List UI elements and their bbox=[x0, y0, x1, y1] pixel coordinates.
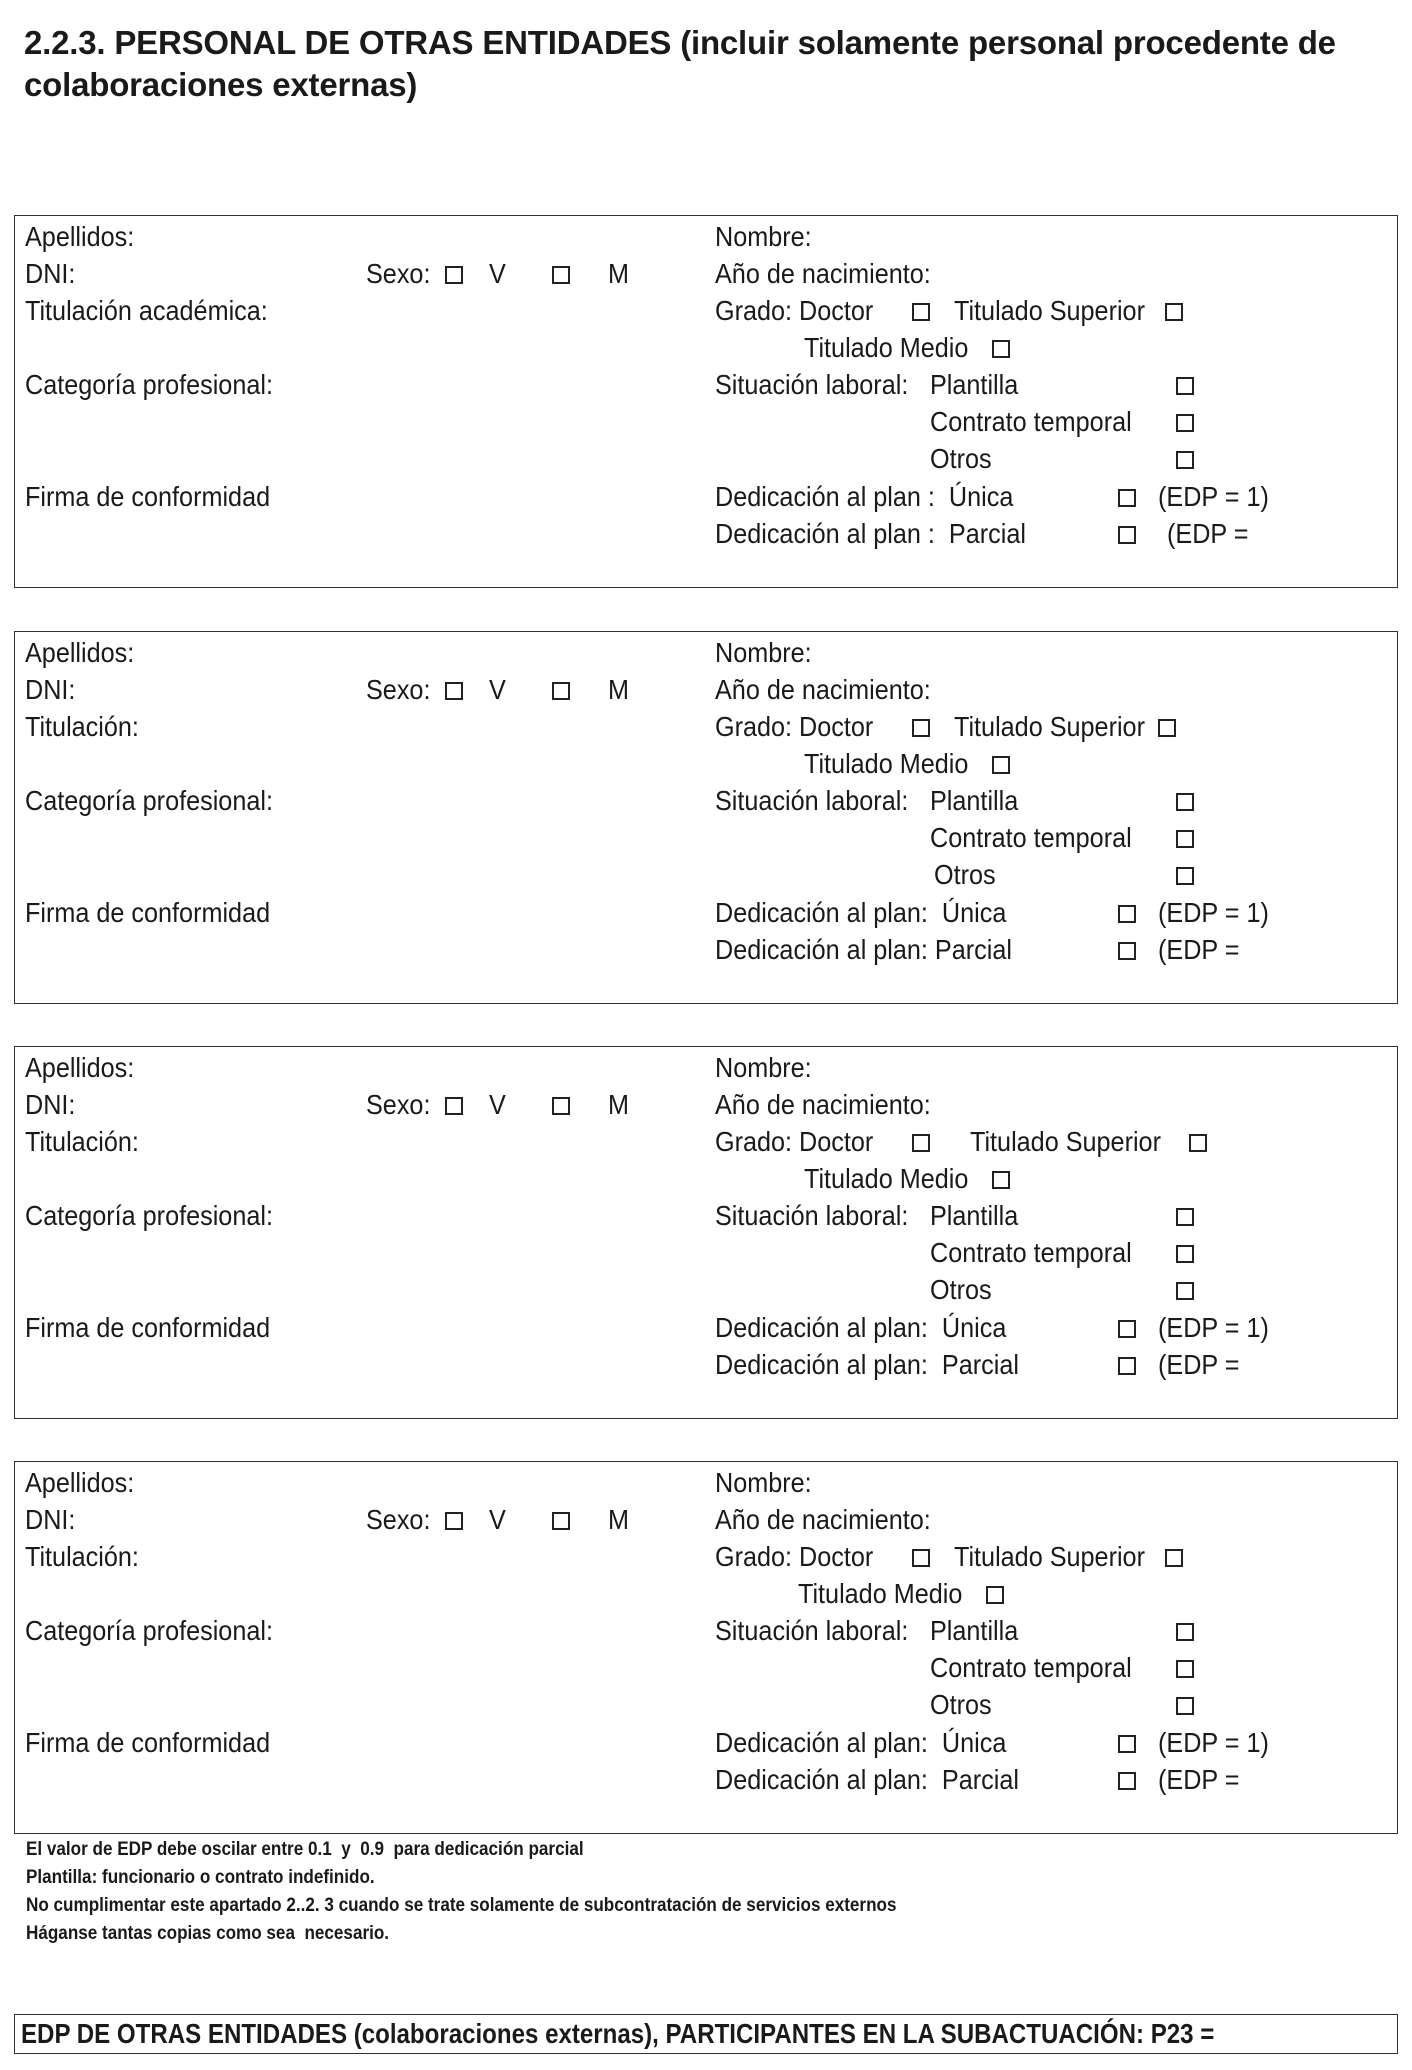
apellidos-label: Apellidos: bbox=[25, 1467, 135, 1498]
anio-nacimiento-label: Año de nacimiento: bbox=[715, 1089, 931, 1120]
edp-1-label: (EDP = 1) bbox=[1158, 1727, 1269, 1758]
sexo-v-label: V bbox=[489, 674, 506, 705]
anio-nacimiento-label: Año de nacimiento: bbox=[715, 674, 931, 705]
note-plantilla: Plantilla: funcionario o contrato indefinido. bbox=[26, 1867, 375, 1888]
sexo-m-checkbox[interactable] bbox=[552, 682, 570, 700]
otros-label: Otros bbox=[930, 443, 992, 474]
dedicacion-unica-label: Dedicación al plan: Única bbox=[715, 1727, 1007, 1758]
contrato-temporal-checkbox[interactable] bbox=[1176, 414, 1194, 432]
contrato-temporal-checkbox[interactable] bbox=[1176, 1660, 1194, 1678]
sexo-v-label: V bbox=[489, 258, 506, 289]
nombre-label: Nombre: bbox=[715, 1467, 812, 1498]
sexo-m-checkbox[interactable] bbox=[552, 1512, 570, 1530]
titulado-superior-checkbox[interactable] bbox=[1165, 1549, 1183, 1567]
contrato-temporal-label: Contrato temporal bbox=[930, 822, 1132, 853]
titulado-superior-checkbox[interactable] bbox=[1158, 719, 1176, 737]
edp-summary-box bbox=[14, 2014, 1398, 2054]
situacion-laboral-label: Situación laboral: bbox=[715, 785, 909, 816]
sexo-m-label: M bbox=[608, 1504, 629, 1535]
titulacion-label: Titulación: bbox=[25, 1126, 139, 1157]
dedicacion-parcial-checkbox[interactable] bbox=[1118, 526, 1136, 544]
titulado-superior-label: Titulado Superior bbox=[970, 1126, 1161, 1157]
dedicacion-parcial-label: Dedicación al plan : Parcial bbox=[715, 518, 1026, 549]
otros-checkbox[interactable] bbox=[1176, 1697, 1194, 1715]
titulacion-label: Titulación: bbox=[25, 1541, 139, 1572]
situacion-laboral-label: Situación laboral: bbox=[715, 1615, 909, 1646]
sexo-v-checkbox[interactable] bbox=[445, 1097, 463, 1115]
otros-label: Otros bbox=[930, 1274, 992, 1305]
categoria-label: Categoría profesional: bbox=[25, 785, 273, 816]
grado-doctor-label: Grado: Doctor bbox=[715, 1126, 874, 1157]
sexo-label: Sexo: bbox=[366, 258, 431, 289]
apellidos-label: Apellidos: bbox=[25, 221, 135, 252]
edp-1-label: (EDP = 1) bbox=[1158, 1312, 1269, 1343]
personnel-card-2 bbox=[14, 631, 1398, 1004]
dedicacion-parcial-checkbox[interactable] bbox=[1118, 1357, 1136, 1375]
otros-checkbox[interactable] bbox=[1176, 1282, 1194, 1300]
apellidos-label: Apellidos: bbox=[25, 1052, 135, 1083]
personnel-card-1 bbox=[14, 215, 1398, 588]
sexo-v-label: V bbox=[489, 1089, 506, 1120]
firma-label: Firma de conformidad bbox=[25, 1312, 271, 1343]
sexo-m-label: M bbox=[608, 1089, 629, 1120]
plantilla-checkbox[interactable] bbox=[1176, 1208, 1194, 1226]
nombre-label: Nombre: bbox=[715, 1052, 812, 1083]
firma-label: Firma de conformidad bbox=[25, 481, 271, 512]
titulado-medio-label: Titulado Medio bbox=[798, 1578, 963, 1609]
dedicacion-parcial-checkbox[interactable] bbox=[1118, 942, 1136, 960]
personnel-card-4 bbox=[14, 1461, 1398, 1834]
otros-label: Otros bbox=[930, 1689, 992, 1720]
titulado-medio-checkbox[interactable] bbox=[992, 1171, 1010, 1189]
contrato-temporal-checkbox[interactable] bbox=[1176, 830, 1194, 848]
titulado-medio-checkbox[interactable] bbox=[992, 756, 1010, 774]
sexo-v-checkbox[interactable] bbox=[445, 1512, 463, 1530]
firma-label: Firma de conformidad bbox=[25, 897, 271, 928]
dedicacion-unica-label: Dedicación al plan : Única bbox=[715, 481, 1014, 512]
plantilla-checkbox[interactable] bbox=[1176, 793, 1194, 811]
categoria-label: Categoría profesional: bbox=[25, 369, 273, 400]
grado-doctor-label: Grado: Doctor bbox=[715, 1541, 874, 1572]
sexo-v-checkbox[interactable] bbox=[445, 266, 463, 284]
edp-parcial-label: (EDP = bbox=[1158, 934, 1240, 965]
grado-doctor-checkbox[interactable] bbox=[912, 303, 930, 321]
contrato-temporal-label: Contrato temporal bbox=[930, 1652, 1132, 1683]
titulado-superior-label: Titulado Superior bbox=[954, 711, 1145, 742]
dedicacion-unica-checkbox[interactable] bbox=[1118, 489, 1136, 507]
note-edp-range: El valor de EDP debe oscilar entre 0.1 y 0.9 para dedicación parcial bbox=[26, 1839, 584, 1860]
note-copias: Háganse tantas copias como sea necesario. bbox=[26, 1923, 390, 1944]
grado-doctor-checkbox[interactable] bbox=[912, 1549, 930, 1567]
categoria-label: Categoría profesional: bbox=[25, 1615, 273, 1646]
edp-parcial-label: (EDP = bbox=[1167, 518, 1249, 549]
contrato-temporal-label: Contrato temporal bbox=[930, 406, 1132, 437]
titulado-medio-checkbox[interactable] bbox=[992, 340, 1010, 358]
plantilla-label: Plantilla bbox=[930, 369, 1019, 400]
sexo-label: Sexo: bbox=[366, 1089, 431, 1120]
edp-summary-label: EDP DE OTRAS ENTIDADES (colaboraciones externas), PARTICIPANTES EN LA SUBACTUACIÓN: P23 = bbox=[21, 2018, 1215, 2049]
situacion-laboral-label: Situación laboral: bbox=[715, 1200, 909, 1231]
titulado-superior-checkbox[interactable] bbox=[1165, 303, 1183, 321]
dedicacion-parcial-label: Dedicación al plan: Parcial bbox=[715, 1349, 1019, 1380]
titulado-medio-label: Titulado Medio bbox=[804, 332, 969, 363]
grado-doctor-label: Grado: Doctor bbox=[715, 295, 874, 326]
nombre-label: Nombre: bbox=[715, 637, 812, 668]
otros-checkbox[interactable] bbox=[1176, 451, 1194, 469]
situacion-laboral-label: Situación laboral: bbox=[715, 369, 909, 400]
categoria-label: Categoría profesional: bbox=[25, 1200, 273, 1231]
dedicacion-unica-checkbox[interactable] bbox=[1118, 905, 1136, 923]
contrato-temporal-checkbox[interactable] bbox=[1176, 1245, 1194, 1263]
dedicacion-unica-checkbox[interactable] bbox=[1118, 1735, 1136, 1753]
grado-doctor-checkbox[interactable] bbox=[912, 719, 930, 737]
plantilla-label: Plantilla bbox=[930, 1615, 1019, 1646]
sexo-v-checkbox[interactable] bbox=[445, 682, 463, 700]
sexo-m-label: M bbox=[608, 258, 629, 289]
nombre-label: Nombre: bbox=[715, 221, 812, 252]
sexo-label: Sexo: bbox=[366, 1504, 431, 1535]
plantilla-label: Plantilla bbox=[930, 785, 1019, 816]
firma-label: Firma de conformidad bbox=[25, 1727, 271, 1758]
edp-1-label: (EDP = 1) bbox=[1158, 481, 1269, 512]
dni-label: DNI: bbox=[25, 1089, 76, 1120]
edp-parcial-label: (EDP = bbox=[1158, 1349, 1240, 1380]
dedicacion-unica-label: Dedicación al plan: Única bbox=[715, 1312, 1007, 1343]
dedicacion-parcial-label: Dedicación al plan: Parcial bbox=[715, 934, 1012, 965]
titulado-superior-label: Titulado Superior bbox=[954, 295, 1145, 326]
dni-label: DNI: bbox=[25, 1504, 76, 1535]
contrato-temporal-label: Contrato temporal bbox=[930, 1237, 1132, 1268]
dedicacion-unica-checkbox[interactable] bbox=[1118, 1320, 1136, 1338]
grado-doctor-label: Grado: Doctor bbox=[715, 711, 874, 742]
personnel-card-3 bbox=[14, 1046, 1398, 1419]
apellidos-label: Apellidos: bbox=[25, 637, 135, 668]
plantilla-checkbox[interactable] bbox=[1176, 377, 1194, 395]
dedicacion-parcial-checkbox[interactable] bbox=[1118, 1772, 1136, 1790]
titulacion-label: Titulación: bbox=[25, 711, 139, 742]
titulado-superior-checkbox[interactable] bbox=[1189, 1134, 1207, 1152]
anio-nacimiento-label: Año de nacimiento: bbox=[715, 1504, 931, 1535]
titulado-medio-checkbox[interactable] bbox=[986, 1586, 1004, 1604]
dedicacion-unica-label: Dedicación al plan: Única bbox=[715, 897, 1007, 928]
titulacion-label: Titulación académica: bbox=[25, 295, 268, 326]
titulado-medio-label: Titulado Medio bbox=[804, 1163, 969, 1194]
footnotes bbox=[26, 1836, 993, 1948]
note-subcontratacion: No cumplimentar este apartado 2..2. 3 cuando se trate solamente de subcontratación de servicios externos bbox=[26, 1895, 897, 1916]
titulado-medio-label: Titulado Medio bbox=[804, 748, 969, 779]
sexo-m-checkbox[interactable] bbox=[552, 1097, 570, 1115]
otros-label: Otros bbox=[934, 859, 996, 890]
dedicacion-parcial-label: Dedicación al plan: Parcial bbox=[715, 1764, 1019, 1795]
edp-1-label: (EDP = 1) bbox=[1158, 897, 1269, 928]
anio-nacimiento-label: Año de nacimiento: bbox=[715, 258, 931, 289]
dni-label: DNI: bbox=[25, 674, 76, 705]
otros-checkbox[interactable] bbox=[1176, 867, 1194, 885]
dni-label: DNI: bbox=[25, 258, 76, 289]
plantilla-label: Plantilla bbox=[930, 1200, 1019, 1231]
sexo-label: Sexo: bbox=[366, 674, 431, 705]
plantilla-checkbox[interactable] bbox=[1176, 1623, 1194, 1641]
titulado-superior-label: Titulado Superior bbox=[954, 1541, 1145, 1572]
page-title: 2.2.3. PERSONAL DE OTRAS ENTIDADES (incluir solamente personal procedente de colaboraciones externas) bbox=[24, 24, 1336, 103]
sexo-v-label: V bbox=[489, 1504, 506, 1535]
grado-doctor-checkbox[interactable] bbox=[912, 1134, 930, 1152]
sexo-m-checkbox[interactable] bbox=[552, 266, 570, 284]
sexo-m-label: M bbox=[608, 674, 629, 705]
edp-parcial-label: (EDP = bbox=[1158, 1764, 1240, 1795]
